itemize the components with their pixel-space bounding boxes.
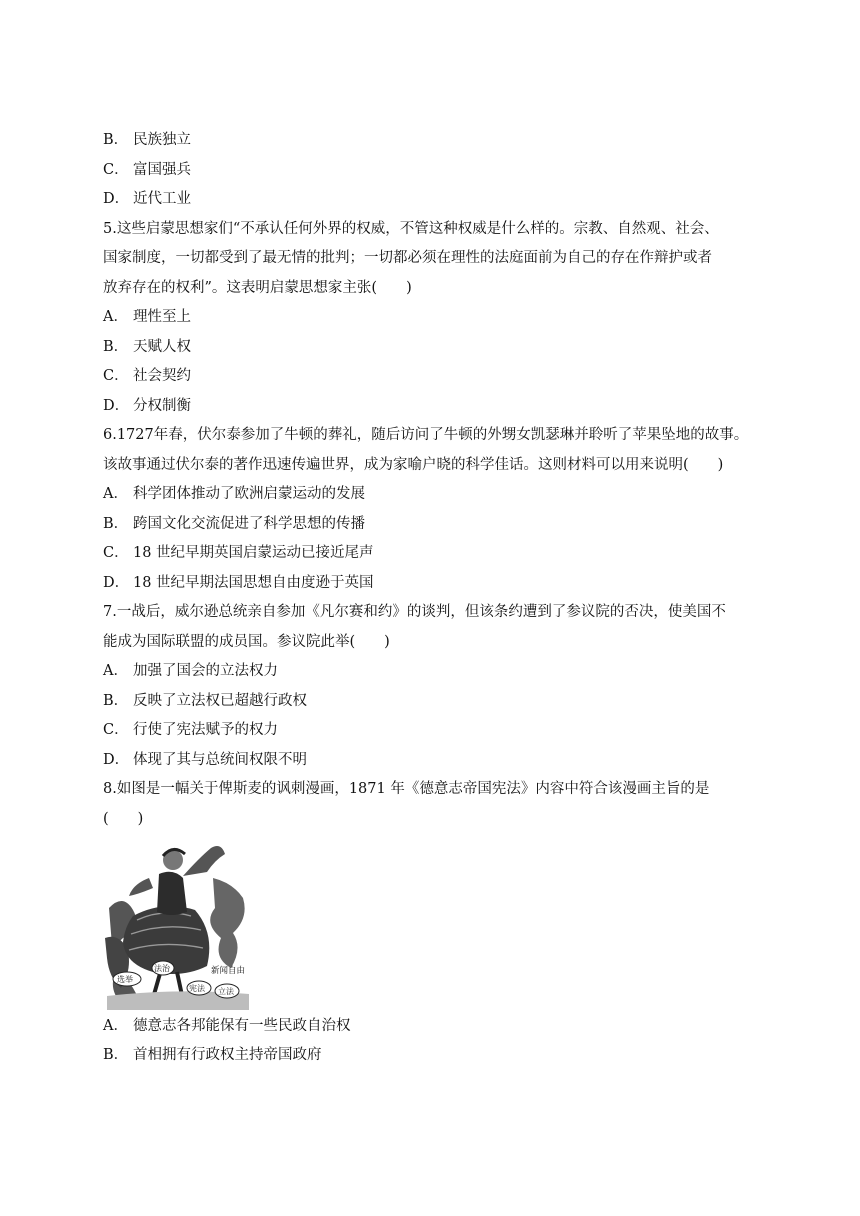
q7-option-a — [103, 661, 278, 681]
option-letter: C． — [103, 162, 129, 178]
q7-option-c — [103, 720, 278, 740]
option-letter: C． — [103, 722, 129, 738]
q6-option-b — [103, 514, 365, 534]
q5-option-a — [103, 307, 191, 327]
q5-option-c — [103, 366, 191, 386]
cartoon-label-election: 选举 — [117, 975, 133, 984]
option-text: 天赋人权 — [133, 339, 191, 355]
option-letter: A． — [103, 1018, 128, 1034]
option-text: 行使了宪法赋予的权力 — [133, 722, 278, 738]
option-text: 社会契约 — [133, 368, 191, 384]
q7-stem-line-2: 能成为国际联盟的成员国。参议院此举( ) — [103, 634, 390, 650]
option-text: 首相拥有行政权主持帝国政府 — [133, 1047, 322, 1063]
q7-stem-line-1: 7.一战后，威尔逊总统亲自参加《凡尔赛和约》的谈判，但该条约遭到了参议院的否决，使美国不 — [103, 604, 726, 620]
q8-stem-line-2: ( ) — [103, 811, 144, 827]
option-letter: C． — [103, 368, 129, 384]
cartoon-label-press: 新闻自由 — [211, 966, 246, 976]
option-text: 分权制衡 — [133, 398, 191, 414]
option-text: 德意志各邦能保有一些民政自治权 — [133, 1018, 351, 1034]
q5-stem-line-2: 国家制度，一切都受到了最无情的批判；一切都必须在理性的法庭面前为自己的存在作辩护或者 — [103, 250, 712, 266]
option-letter: A． — [103, 309, 128, 325]
option-text: 近代工业 — [133, 191, 191, 207]
option-text: 民族独立 — [133, 132, 191, 148]
option-letter: D． — [103, 398, 130, 414]
option-letter: B． — [103, 132, 129, 148]
option-text: 科学团体推动了欧洲启蒙运动的发展 — [133, 486, 365, 502]
option-text: 18 世纪早期法国思想自由度逊于英国 — [133, 575, 374, 591]
option-text: 理性至上 — [133, 309, 191, 325]
q4-option-b — [103, 130, 191, 150]
q6-option-c — [103, 543, 374, 563]
q5-stem-line-3: 放弃存在的权利”。这表明启蒙思想家主张( ) — [103, 280, 412, 296]
cartoon-label-legislation: 立法 — [218, 987, 234, 996]
option-text: 富国强兵 — [133, 162, 191, 178]
q6-stem-line-2: 该故事通过伏尔泰的著作迅速传遍世界，成为家喻户晓的科学佳话。这则材料可以用来说明( ) — [103, 457, 724, 473]
option-letter: A． — [103, 486, 128, 502]
option-letter: B． — [103, 516, 129, 532]
option-letter: A． — [103, 663, 128, 679]
option-letter: C． — [103, 545, 129, 561]
q5-option-b — [103, 337, 191, 357]
bismarck-satire-cartoon — [103, 838, 251, 1010]
option-letter: D． — [103, 575, 130, 591]
q7-option-b — [103, 691, 307, 711]
option-text: 反映了立法权已超越行政权 — [133, 693, 307, 709]
option-letter: D． — [103, 191, 130, 207]
option-letter: B． — [103, 1047, 129, 1063]
q5-stem-line-1: 5.这些启蒙思想家们“不承认任何外界的权威，不管这种权威是什么样的。宗教、自然观、社会、 — [103, 221, 719, 237]
q5-option-d — [103, 396, 191, 416]
q8-stem-line-1: 8.如图是一幅关于俾斯麦的讽刺漫画，1871 年《德意志帝国宪法》内容中符合该漫画主旨的是 — [103, 781, 710, 797]
q7-option-d — [103, 750, 307, 770]
option-text: 18 世纪早期英国启蒙运动已接近尾声 — [133, 545, 374, 561]
q8-option-b — [103, 1045, 322, 1065]
q6-stem-line-1: 6.1727年春，伏尔泰参加了牛顿的葬礼，随后访问了牛顿的外甥女凯瑟琳并聆听了苹果坠地的故事。 — [103, 427, 749, 443]
cartoon-label-constitution: 宪法 — [189, 984, 205, 993]
cartoon-label-rule-of-law: 法治 — [154, 964, 170, 973]
q4-option-c — [103, 160, 191, 180]
q6-option-a — [103, 484, 365, 504]
option-letter: D． — [103, 752, 130, 768]
option-text: 加强了国会的立法权力 — [133, 663, 278, 679]
option-letter: B． — [103, 693, 129, 709]
q8-option-a — [103, 1016, 351, 1036]
option-text: 跨国文化交流促进了科学思想的传播 — [133, 516, 365, 532]
option-text: 体现了其与总统间权限不明 — [133, 752, 307, 768]
q6-option-d — [103, 573, 374, 593]
q4-option-d — [103, 189, 191, 209]
option-letter: B． — [103, 339, 129, 355]
